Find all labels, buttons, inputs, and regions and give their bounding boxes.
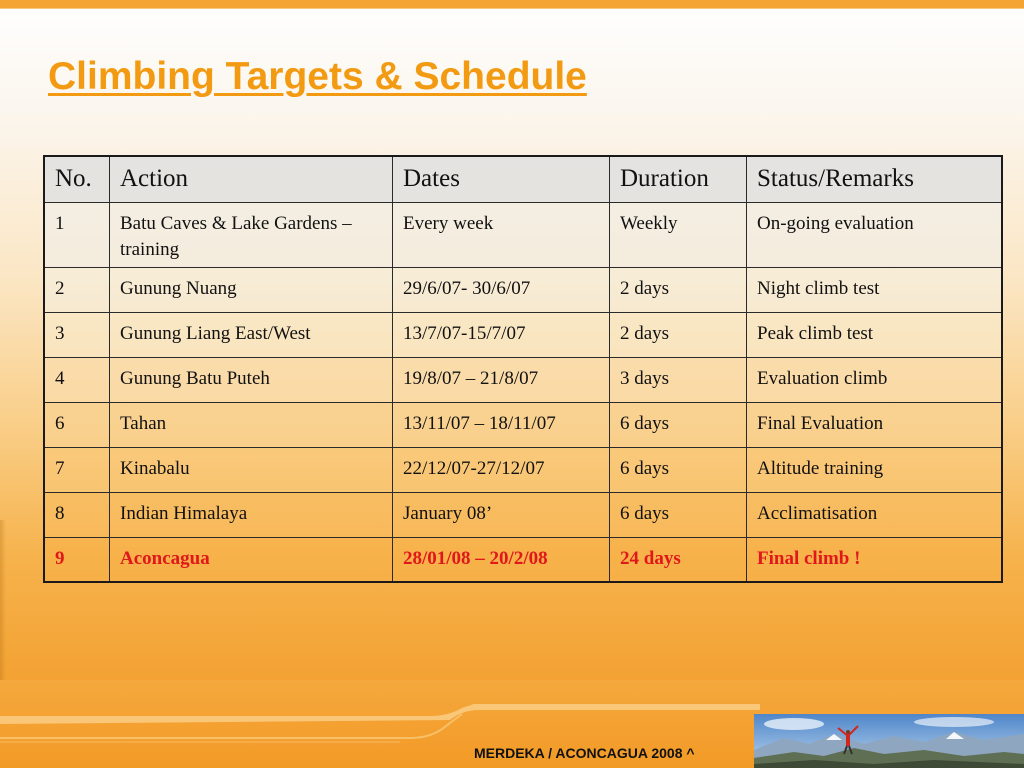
top-accent-bar [0,0,1024,8]
cell-action: Gunung Batu Puteh [110,357,393,402]
cell-dates: Every week [393,202,610,267]
left-edge-shadow [0,520,6,680]
footer-text: MERDEKA / ACONCAGUA 2008 ^ [474,745,695,761]
cell-no: 3 [44,312,110,357]
header-duration: Duration [610,156,747,202]
mountain-photo [754,714,1024,768]
cell-action: Indian Himalaya [110,492,393,537]
cell-duration: 6 days [610,402,747,447]
cell-action: Gunung Nuang [110,267,393,312]
cell-dates: 29/6/07- 30/6/07 [393,267,610,312]
table-row [44,402,1002,447]
cell-duration: 3 days [610,357,747,402]
table-row [44,202,1002,267]
table-header-row [44,156,1002,202]
cell-no: 7 [44,447,110,492]
cell-status: On-going evaluation [747,202,1003,267]
cell-action: Aconcagua [110,537,393,582]
cell-no: 4 [44,357,110,402]
table-row-highlighted [44,537,1002,582]
cell-status: Final Evaluation [747,402,1003,447]
header-status: Status/Remarks [747,156,1003,202]
cell-no: 8 [44,492,110,537]
cell-duration: Weekly [610,202,747,267]
table-row [44,357,1002,402]
cell-dates: 19/8/07 – 21/8/07 [393,357,610,402]
cell-status: Evaluation climb [747,357,1003,402]
cell-status: Night climb test [747,267,1003,312]
cell-status: Final climb ! [747,537,1003,582]
cell-dates: 22/12/07-27/12/07 [393,447,610,492]
cell-action: Tahan [110,402,393,447]
cell-duration: 2 days [610,312,747,357]
cell-status: Acclimatisation [747,492,1003,537]
cell-dates: 13/11/07 – 18/11/07 [393,402,610,447]
cell-no: 9 [44,537,110,582]
cell-no: 6 [44,402,110,447]
cell-duration: 2 days [610,267,747,312]
header-dates: Dates [393,156,610,202]
header-action: Action [110,156,393,202]
cell-duration: 6 days [610,447,747,492]
table-row [44,492,1002,537]
cell-no: 2 [44,267,110,312]
top-accent-line [0,8,1024,9]
cell-action: Gunung Liang East/West [110,312,393,357]
mountain-climber-image [754,714,1024,768]
table-row [44,267,1002,312]
cell-no: 1 [44,202,110,267]
cell-duration: 24 days [610,537,747,582]
cell-dates: January 08’ [393,492,610,537]
cell-dates: 28/01/08 – 20/2/08 [393,537,610,582]
header-no: No. [44,156,110,202]
slide-title: Climbing Targets & Schedule [48,55,587,98]
cell-status: Peak climb test [747,312,1003,357]
table-row [44,312,1002,357]
cell-dates: 13/7/07-15/7/07 [393,312,610,357]
schedule-table [43,155,1003,583]
table-row [44,447,1002,492]
cell-action: Kinabalu [110,447,393,492]
cell-status: Altitude training [747,447,1003,492]
cell-action: Batu Caves & Lake Gardens – training [110,202,393,267]
cell-duration: 6 days [610,492,747,537]
